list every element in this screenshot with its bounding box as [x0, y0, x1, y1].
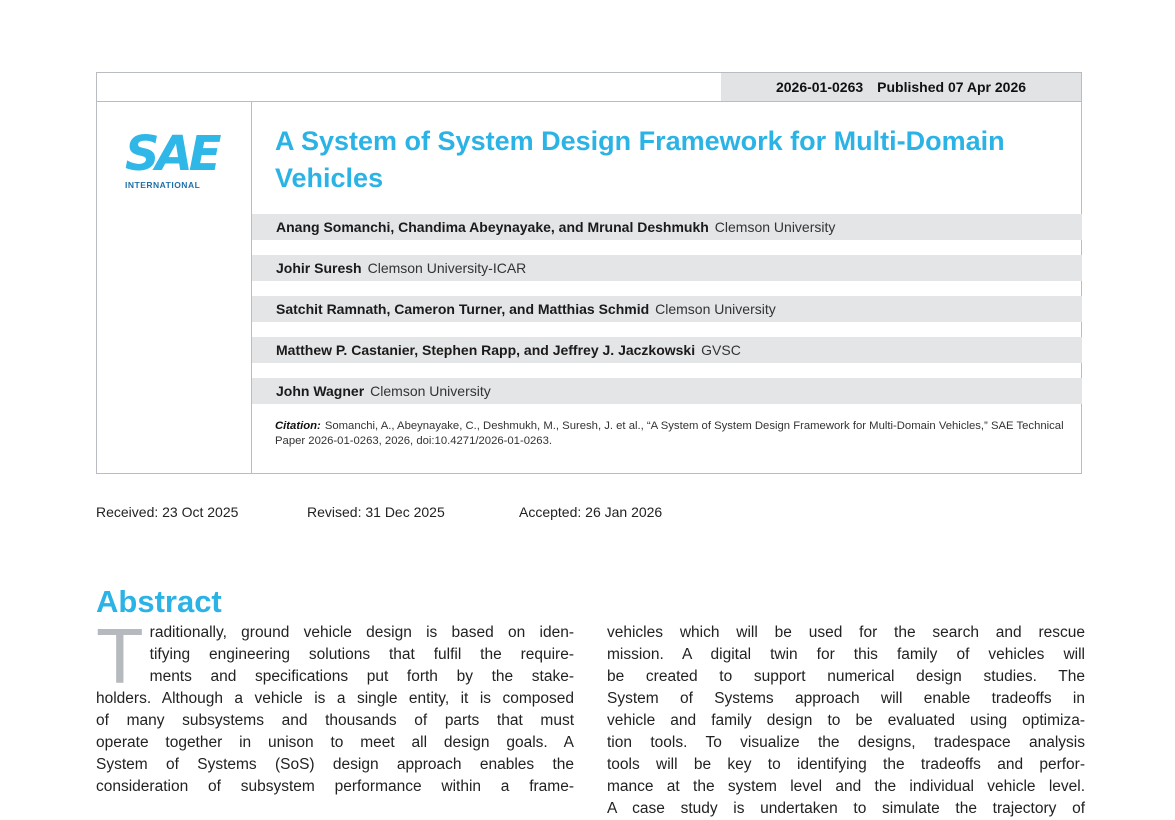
abstract-line: vehicles which will be used for the search and rescue [607, 624, 1085, 641]
abstract-line: A case study is undertaken to simulate the trajectory of [607, 800, 1085, 817]
author-row [252, 214, 1082, 240]
sae-logo-subtext: INTERNATIONAL [125, 180, 201, 190]
author-names: Johir Suresh [276, 260, 362, 276]
author-row [252, 378, 1082, 404]
citation [275, 419, 1065, 449]
abstract-line: tools will be key to identifying the tradeoffs and perfor- [607, 756, 1085, 773]
author-affiliation: GVSC [701, 342, 741, 358]
author-names: Matthew P. Castanier, Stephen Rapp, and Jeffrey J. Jaczkowski [276, 342, 696, 358]
abstract-line: System of Systems (SoS) design approach enables the [96, 756, 574, 773]
paper-number: 2026-01-0263 [775, 79, 864, 95]
publication-bar [97, 73, 1081, 102]
abstract-line: of many subsystems and thousands of parts that must [96, 712, 574, 729]
author-affiliation: Clemson University [370, 383, 491, 399]
author-names: Anang Somanchi, Chandima Abeynayake, and Mrunal Deshmukh [276, 219, 709, 235]
citation-text: Somanchi, A., Abeynayake, C., Deshmukh, M., Suresh, J. et al., “A System of System Design Framework for Multi-Domain Vehicles,” SAE Technical Paper 2026-01-0263, 2026, doi:10.4271/2026-01-0263. [275, 420, 1064, 447]
author-row [252, 296, 1082, 322]
author-row [252, 255, 1082, 281]
accepted-date: Accepted: 26 Jan 2026 [519, 504, 663, 520]
author-affiliation: Clemson University [655, 301, 776, 317]
abstract-line: consideration of subsystem performance within a frame- [96, 778, 574, 795]
abstract-line: raditionally, ground vehicle design is based on iden- [149, 624, 574, 641]
paper-header-box [96, 72, 1082, 474]
sae-logo [125, 126, 235, 190]
author-names: John Wagner [276, 383, 365, 399]
abstract-line: mance at the system level and the individual vehicle level. [607, 778, 1085, 795]
received-date: Received: 23 Oct 2025 [96, 504, 239, 520]
citation-label: Citation: [275, 420, 321, 432]
author-affiliation: Clemson University-ICAR [367, 260, 527, 276]
abstract-left-column [96, 612, 574, 798]
revised-date: Revised: 31 Dec 2025 [307, 504, 445, 520]
author-affiliation: Clemson University [714, 219, 836, 235]
abstract-line: System of Systems approach will enable tradeoffs in [607, 690, 1085, 707]
abstract-line: vehicle and family design to be evaluated using optimiza- [607, 712, 1085, 729]
logo-column [97, 102, 252, 474]
abstract-line: mission. A digital twin for this family of vehicles will [607, 646, 1085, 663]
publication-info [721, 73, 1081, 101]
abstract-line: tion tools. To visualize the designs, tradespace analysis [607, 734, 1085, 751]
abstract-line: tifying engineering solutions that fulfil the require- [149, 646, 574, 663]
paper-title: A System of System Design Framework for Multi-Domain Vehicles [275, 126, 1005, 193]
abstract-right-column [607, 622, 1085, 820]
published-date: Published 07 Apr 2026 [877, 79, 1027, 95]
abstract-line: holders. Although a vehicle is a single entity, it is composed [96, 690, 574, 707]
abstract-line: ments and specifications put forth by the stake- [149, 668, 574, 685]
abstract-line: be created to support numerical design studies. The [607, 668, 1085, 685]
abstract-heading: Abstract [96, 584, 222, 619]
author-row [252, 337, 1082, 363]
author-names: Satchit Ramnath, Cameron Turner, and Matthias Schmid [276, 301, 650, 317]
sae-logo-mark: SAE [125, 126, 218, 182]
abstract-line: operate together in unison to meet all design goals. A [96, 734, 574, 751]
drop-cap: T [96, 612, 144, 700]
